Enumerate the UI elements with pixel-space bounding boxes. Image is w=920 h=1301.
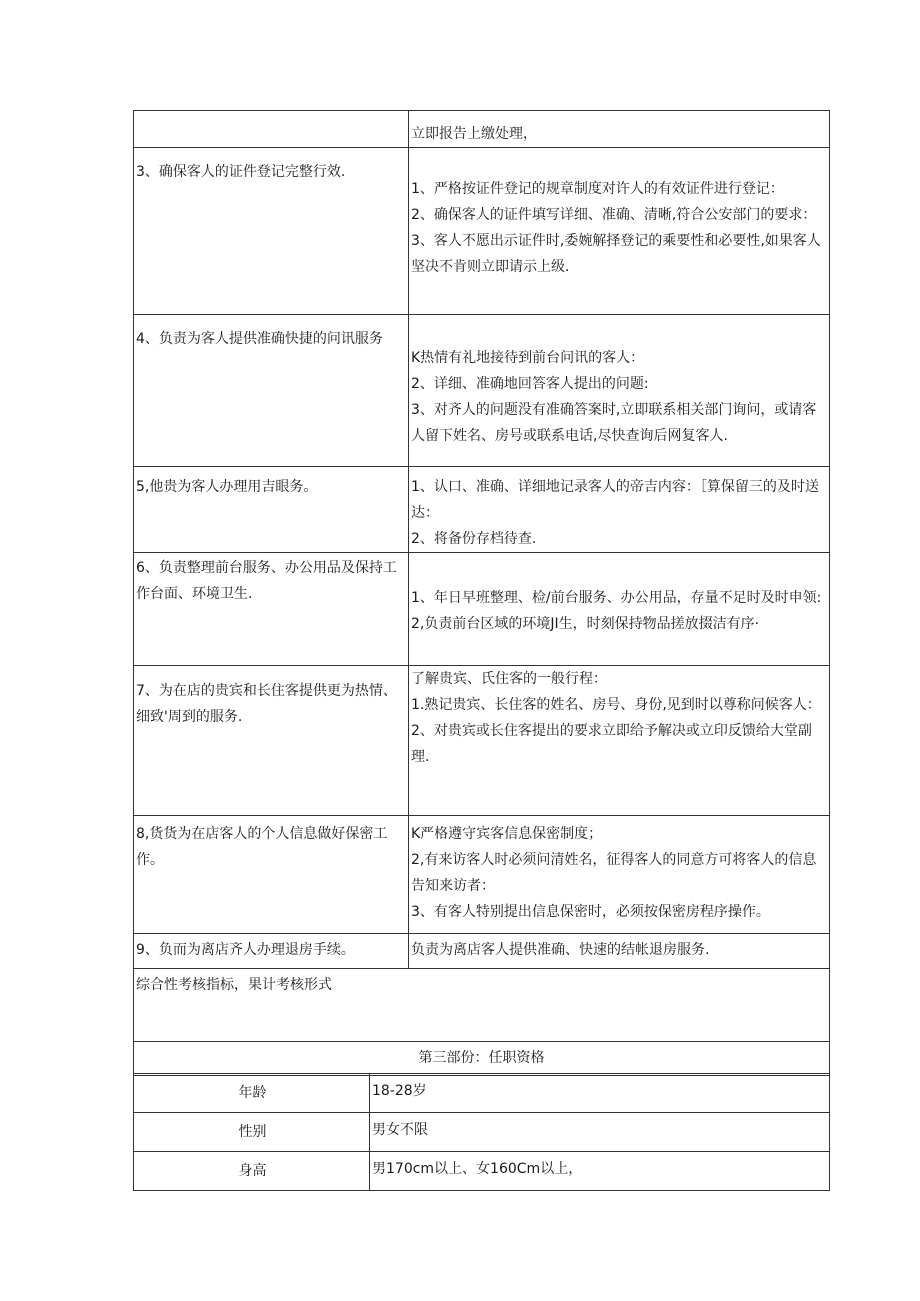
table-row — [134, 111, 830, 148]
standard-line: 1、年日早班整理、检/前台服务、办公用品，存量不足时及时申领: — [411, 590, 822, 606]
standards-cell — [409, 467, 830, 553]
table-row — [134, 1113, 830, 1152]
qualification-label: 身高 — [134, 1152, 370, 1191]
duty-cell: 3、确保客人的证件登记完整行效. — [134, 148, 409, 315]
duty-cell: 5,他贵为客人办理用吉眼务。 — [134, 467, 409, 553]
table-row — [134, 315, 830, 467]
standard-line: 2、确保客人的证件填写详细、准确、清晰,符合公安部门的要求： — [411, 207, 817, 223]
table-row — [134, 666, 830, 816]
table-row — [134, 934, 830, 969]
standard-line: 2、将备份存档待查. — [411, 531, 537, 547]
standard-line: 2、对贵宾或长住客提出的要求立即给予解决或立印反馈给大堂副理. — [411, 723, 812, 765]
standards-cell — [409, 111, 830, 148]
qualification-label: 性别 — [134, 1113, 370, 1152]
table-row — [134, 553, 830, 666]
section-title: 第三部份：任职资格 — [134, 1042, 830, 1076]
standard-line: 立即报告上缴处理， — [411, 126, 537, 142]
qualifications-table — [133, 1073, 830, 1191]
table-row — [134, 467, 830, 553]
duty-cell: 7、为在店的贵宾和长住客提供更为热情、细致'周到的服务. — [134, 666, 409, 816]
duty-cell — [134, 111, 409, 148]
qualification-value: 男女不限 — [370, 1113, 830, 1152]
qualification-value: 18-28岁 — [370, 1074, 830, 1113]
assessment-cell: 综合性考核指标，果计考核形式 — [134, 969, 830, 1042]
standards-cell — [409, 666, 830, 816]
standards-cell — [409, 816, 830, 934]
duty-cell: 6、负责整理前台服务、办公用品及保持工作台面、环境卫生. — [134, 553, 409, 666]
job-duties-table — [133, 110, 830, 1076]
table-row — [134, 816, 830, 934]
table-row — [134, 1042, 830, 1076]
qualification-value: 男170cm以上、女160Cm以上， — [370, 1152, 830, 1191]
standard-line: K严格遵守宾客信息保密制度； — [411, 826, 603, 842]
duty-cell: 9、负而为离店齐人办理退房手续。 — [134, 934, 409, 969]
table-row — [134, 148, 830, 315]
standard-line: 2,负责前台区域的环境JI生，时刻保持物品搓放掇洁有序· — [411, 616, 760, 632]
standard-line: 3、客人不愿出示证件时,委婉解择登记的乘要性和必要性,如果客人坚决不肯则立即请示上级. — [411, 233, 821, 275]
table-row — [134, 1074, 830, 1113]
duty-cell: 4、负责为客人提供准确快捷的问讯服务 — [134, 315, 409, 467]
standard-line: 3、对齐人的问题没有准确答案时,立即联系相关部门询问，或请客人留下姓名、房号或联系电话,尽快查询后网复客人. — [411, 402, 817, 444]
standards-cell — [409, 934, 830, 969]
table-row — [134, 1152, 830, 1191]
standard-line: 2、详细、准确地回答客人提出的问题: — [411, 376, 649, 392]
standard-line: 2,有来访客人时必须问清姓名，征得客人的同意方可将客人的信息告知来访者： — [411, 852, 817, 894]
standard-line: 负责为离店客人提供准确、快速的结帐退房服务. — [411, 942, 710, 958]
table-row — [134, 969, 830, 1042]
standard-line: 了解贵宾、氏住客的一般行程： — [411, 671, 607, 687]
standard-line: 3、有客人特别提出信息保密时，必须按保密房程序操作。 — [411, 904, 770, 920]
standards-cell — [409, 148, 830, 315]
standards-cell — [409, 315, 830, 467]
standard-line: 1、认口、准确、详细地记录客人的帝吉内容：［算保留三的及时送达： — [411, 479, 819, 521]
standards-cell — [409, 553, 830, 666]
standard-line: 1.熟记贵宾、长住客的姓名、房号、身份,见到时以尊称问候客人： — [411, 697, 821, 713]
standard-line: K热情有礼地接待到前台问讯的客人： — [411, 350, 645, 366]
standard-line: 1、严格按证件登记的规章制度对许人的有效证件进行登记： — [411, 181, 784, 197]
duty-cell: 8,货货为在店客人的个人信息做好保密工作。 — [134, 816, 409, 934]
qualification-label: 年龄 — [134, 1074, 370, 1113]
